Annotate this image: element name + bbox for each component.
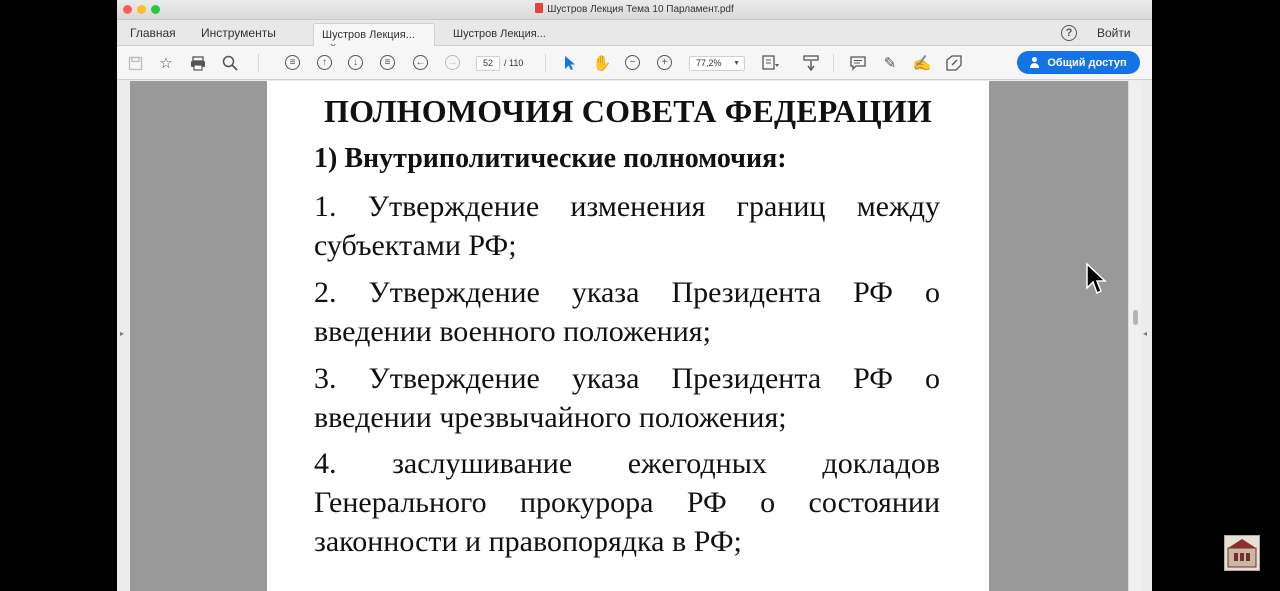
scroll-mode-icon[interactable]: [802, 54, 820, 72]
toolbar-divider: [545, 54, 546, 72]
page-total: / 110: [504, 58, 524, 68]
zoom-select[interactable]: [689, 56, 745, 71]
zoom-out-icon[interactable]: −: [625, 55, 640, 70]
fit-page-icon[interactable]: [762, 54, 780, 72]
highlight-pen-icon[interactable]: ✎: [883, 55, 897, 72]
add-person-icon: [1030, 57, 1041, 68]
document-tab-active[interactable]: [313, 23, 435, 46]
toolbar: [117, 46, 1152, 80]
chevron-down-icon: ▼: [733, 60, 740, 67]
page-subheading: 1) Внутриполитические полномочия:: [314, 143, 787, 174]
help-icon[interactable]: ?: [1061, 25, 1077, 41]
document-tab-label: Шустров Лекция...: [322, 29, 415, 41]
document-tab-2[interactable]: [445, 23, 555, 46]
pdf-page: [267, 81, 989, 591]
zoom-in-icon[interactable]: +: [657, 55, 672, 70]
scrollbar-thumb[interactable]: [1133, 310, 1138, 325]
list-item: 4. заслушивание ежегодных докладов Генерального прокурора РФ о состоянии законности и правопорядка в РФ;: [314, 447, 940, 558]
left-pane-toggle[interactable]: [117, 81, 130, 591]
page-number-input[interactable]: 52: [476, 56, 500, 71]
expand-right-pane-icon: ◂: [1143, 329, 1148, 338]
list-item: 2. Утверждение указа Президента РФ о введении военного положения;: [314, 276, 940, 348]
comment-icon[interactable]: [849, 54, 867, 72]
forward-view-icon[interactable]: →: [445, 55, 460, 70]
pdf-file-icon: [535, 3, 543, 13]
back-view-icon[interactable]: ←: [413, 55, 428, 70]
share-button-label: Общий доступ: [1047, 56, 1127, 69]
print-icon[interactable]: [189, 54, 207, 72]
select-cursor-icon[interactable]: [561, 54, 579, 72]
expand-left-pane-icon: ▸: [120, 329, 125, 338]
fill-sign-icon[interactable]: [945, 54, 963, 72]
draw-icon[interactable]: ✍: [912, 55, 932, 72]
toolbar-divider: [258, 54, 259, 72]
last-page-icon[interactable]: ≡: [380, 55, 395, 70]
toolbar-divider: [833, 54, 834, 72]
list-item: 3. Утверждение указа Президента РФ о введении чрезвычайного положения;: [314, 362, 940, 434]
sign-in-link[interactable]: Войти: [1097, 26, 1131, 40]
page-heading: ПОЛНОМОЧИЯ СОВЕТА ФЕДЕРАЦИИ: [324, 93, 932, 129]
vertical-scrollbar[interactable]: [1128, 81, 1141, 591]
channel-logo-icon: [1224, 535, 1260, 571]
hand-tool-icon[interactable]: ✋: [592, 55, 612, 72]
mouse-pointer-icon: [1085, 262, 1107, 296]
document-area: [117, 81, 1152, 591]
search-icon[interactable]: [221, 54, 239, 72]
right-pane-toggle[interactable]: [1141, 81, 1152, 591]
bookmark-star-icon[interactable]: ☆: [159, 55, 173, 72]
tab-home[interactable]: Главная: [130, 26, 176, 40]
share-button[interactable]: [1017, 51, 1140, 74]
tab-tools[interactable]: Инструменты: [201, 26, 276, 40]
window-title: [117, 3, 1152, 15]
next-page-icon[interactable]: ↓: [348, 55, 363, 70]
title-bar: [117, 0, 1152, 20]
document-tab-label: Шустров Лекция...: [453, 28, 546, 40]
pdf-viewer-window: [117, 0, 1152, 591]
first-page-icon[interactable]: ≡: [285, 55, 300, 70]
zoom-value: 77,2%: [696, 58, 722, 68]
window-title-text: Шустров Лекция Тема 10 Парламент.pdf: [547, 4, 734, 15]
tab-bar: [117, 20, 1152, 46]
previous-page-icon[interactable]: ↑: [317, 55, 332, 70]
document-canvas[interactable]: [130, 81, 1128, 591]
save-icon[interactable]: [126, 54, 144, 72]
list-item: 1. Утверждение изменения границ между субъектами РФ;: [314, 190, 940, 262]
